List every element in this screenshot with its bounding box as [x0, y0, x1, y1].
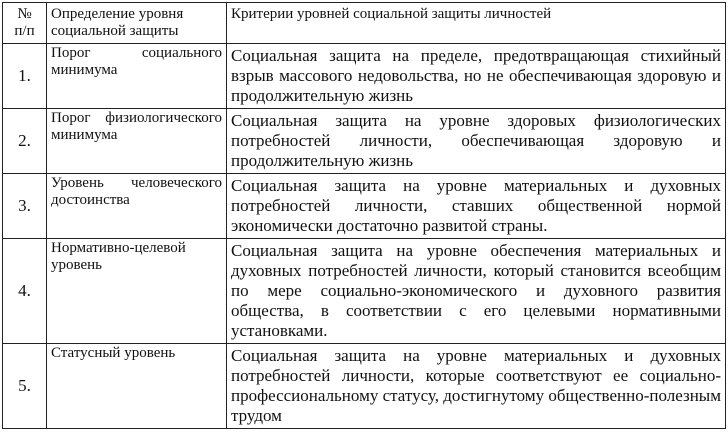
header-definition: Определение уровня социальной защиты — [47, 3, 227, 44]
row-number: 4. — [3, 239, 47, 344]
table-row — [3, 174, 726, 239]
row-criteria: Социальная защита на уровне обеспечения материальных и духовных потребностей личности, который становится всеобщим по мере социально-экономического и духовного развития общества, в соответствии с его целевыми нормативными установками. — [227, 239, 726, 344]
header-criteria: Критерии уровней социальной защиты личностей — [227, 3, 726, 44]
table-row — [3, 44, 726, 109]
row-number: 5. — [3, 344, 47, 429]
social-protection-table — [2, 2, 726, 429]
row-number: 2. — [3, 109, 47, 174]
row-criteria: Социальная защита на уровне здоровых физиологических потребностей личности, обеспечивающая здоровую и продолжительную жизнь — [227, 109, 726, 174]
row-number: 3. — [3, 174, 47, 239]
row-definition: Статусный уровень — [47, 344, 227, 429]
row-definition: Порог физиологического минимума — [47, 109, 227, 174]
row-criteria: Социальная защита на уровне материальных и духовных потребностей личности, ставших общественной нормой экономически достаточно развитой страны. — [227, 174, 726, 239]
row-definition: Порог социального минимума — [47, 44, 227, 109]
row-definition: Нормативно-целевой уровень — [47, 239, 227, 344]
table-row — [3, 239, 726, 344]
row-definition: Уровень человеческого достоинства — [47, 174, 227, 239]
table-row — [3, 344, 726, 429]
row-number: 1. — [3, 44, 47, 109]
row-criteria: Социальная защита на уровне материальных и духовных потребностей личности, которые соответствуют ее социально-профессиональному статусу, достигнутому общественно-полезным трудом — [227, 344, 726, 429]
table-row — [3, 109, 726, 174]
header-number: № п/п — [3, 3, 47, 44]
table-header-row — [3, 3, 726, 44]
row-criteria: Социальная защита на пределе, предотвращающая стихийный взрыв массового недовольства, но не обеспечивающая здоровую и продолжительную жизнь — [227, 44, 726, 109]
